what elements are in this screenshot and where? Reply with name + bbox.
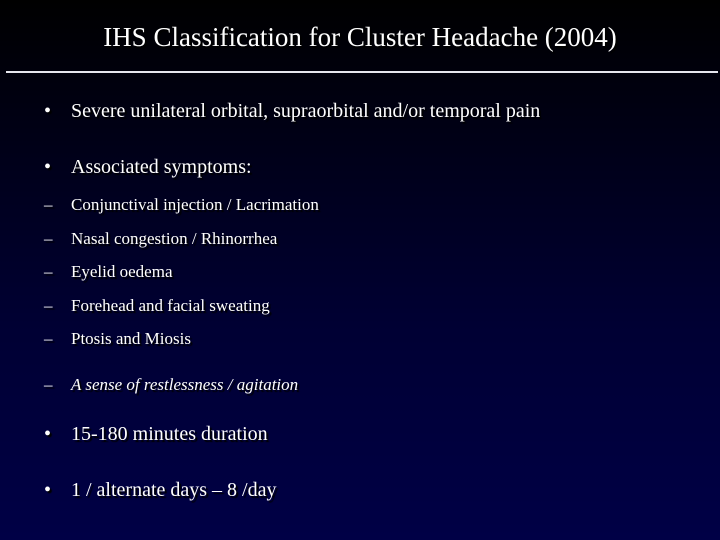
dash-marker: –	[44, 229, 53, 248]
bullet-marker: •	[44, 100, 52, 122]
sub-item-text: Nasal congestion / Rhinorrhea	[71, 229, 278, 248]
bullet-marker: •	[44, 423, 52, 445]
bullet-text: Severe unilateral orbital, supraorbital and/or temporal pain	[71, 100, 541, 122]
slide-title: IHS Classification for Cluster Headache (2004)	[103, 22, 617, 52]
sub-item	[0, 229, 720, 251]
sub-item-text: Ptosis and Miosis	[71, 329, 191, 348]
sub-item-emphasis	[0, 375, 720, 397]
bullet-item	[0, 423, 720, 449]
sub-item-text: A sense of restlessness / agitation	[71, 375, 299, 394]
sub-item	[0, 262, 720, 284]
dash-marker: –	[44, 262, 53, 281]
dash-marker: –	[44, 375, 53, 394]
bullet-marker: •	[44, 479, 52, 501]
sub-item	[0, 329, 720, 351]
dash-marker: –	[44, 329, 53, 348]
bullet-text: 1 / alternate days – 8 /day	[71, 479, 277, 501]
bullet-item	[0, 100, 720, 126]
bullet-text: 15-180 minutes duration	[71, 423, 268, 445]
dash-marker: –	[44, 296, 53, 315]
sub-item-text: Eyelid oedema	[71, 262, 173, 281]
bullet-text: Associated symptoms:	[71, 156, 252, 178]
sub-item-text: Conjunctival injection / Lacrimation	[71, 195, 319, 214]
dash-marker: –	[44, 195, 53, 214]
bullet-item	[0, 156, 720, 182]
sub-item	[0, 195, 720, 217]
sub-item-text: Forehead and facial sweating	[71, 296, 270, 315]
sub-item	[0, 296, 720, 318]
title-divider	[6, 71, 718, 73]
bullet-marker: •	[44, 156, 52, 178]
bullet-item	[0, 479, 720, 505]
